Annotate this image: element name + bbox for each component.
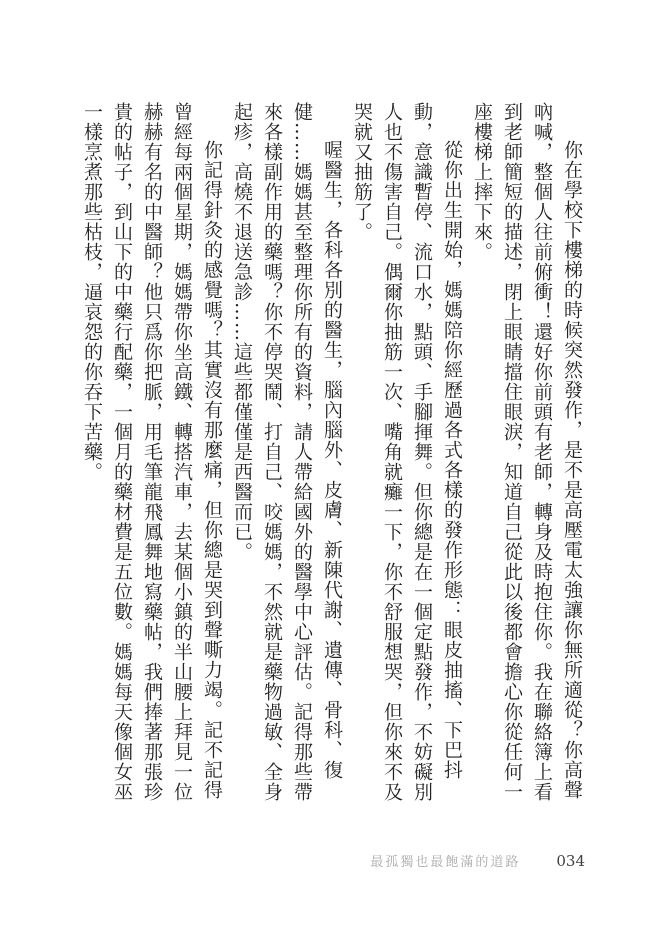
paragraph-2: 從你出生開始，媽媽陪你經歷過各式各樣的發作形態：眼皮抽搐、下巴抖動，意識暫停、流口水，點頭、手腳揮舞。但你總是在一個定點發作，不妨礙別人也不傷害自己。偶爾你抽筋一次、嘴角就癱一下，你不舒服想哭，但你來不及哭就又抽筋了。: [351, 102, 463, 802]
paragraph-3: 喔醫生，各科各別的醫生，腦內腦外、皮膚、新陳代謝、遺傳、骨科、復健……媽媽甚至整理你所有的資料，請人帶給國外的醫學中心評估。記得那些帶來各樣副作用的藥嗎？你不停哭鬧、打自己、咬媽媽，不然就是藥物過敏、全身起疹，高燒不退送急診……這些都僅僅是西醫而已。: [231, 102, 343, 802]
paragraph-1: 你在學校下樓梯的時候突然發作，是不是高壓電太強讓你無所適從？你高聲吶喊，整個人往前俯衝！還好你前頭有老師，轉身及時抱住你。我在聯絡簿上看到老師簡短的描述，閉上眼睛擋住眼淚，知道自己從此以後都會擔心你從任何一座樓梯上摔下來。: [471, 102, 583, 802]
running-title: 最孤獨也最飽滿的道路: [370, 855, 521, 870]
page-number: 034: [556, 852, 585, 870]
paragraph-4: 你記得針灸的感覺嗎？其實沒有那麼痛，但你總是哭到聲嘶力竭。記不記得曾經每兩個星期，媽媽帶你坐高鐵、轉搭汽車，去某個小鎮的半山腰上拜見一位赫赫有名的中醫師？他只爲你把脈，用毛筆龍飛鳳舞地寫藥帖，我們捧著那張珍貴的帖子，到山下的中藥行配藥，一個月的藥材費是五位數。媽媽每天像個女巫一樣烹煮那些枯枝，逼哀怨的你吞下苦藥。: [81, 102, 223, 802]
body-text-block: [77, 102, 587, 810]
page-footer: [370, 851, 585, 870]
